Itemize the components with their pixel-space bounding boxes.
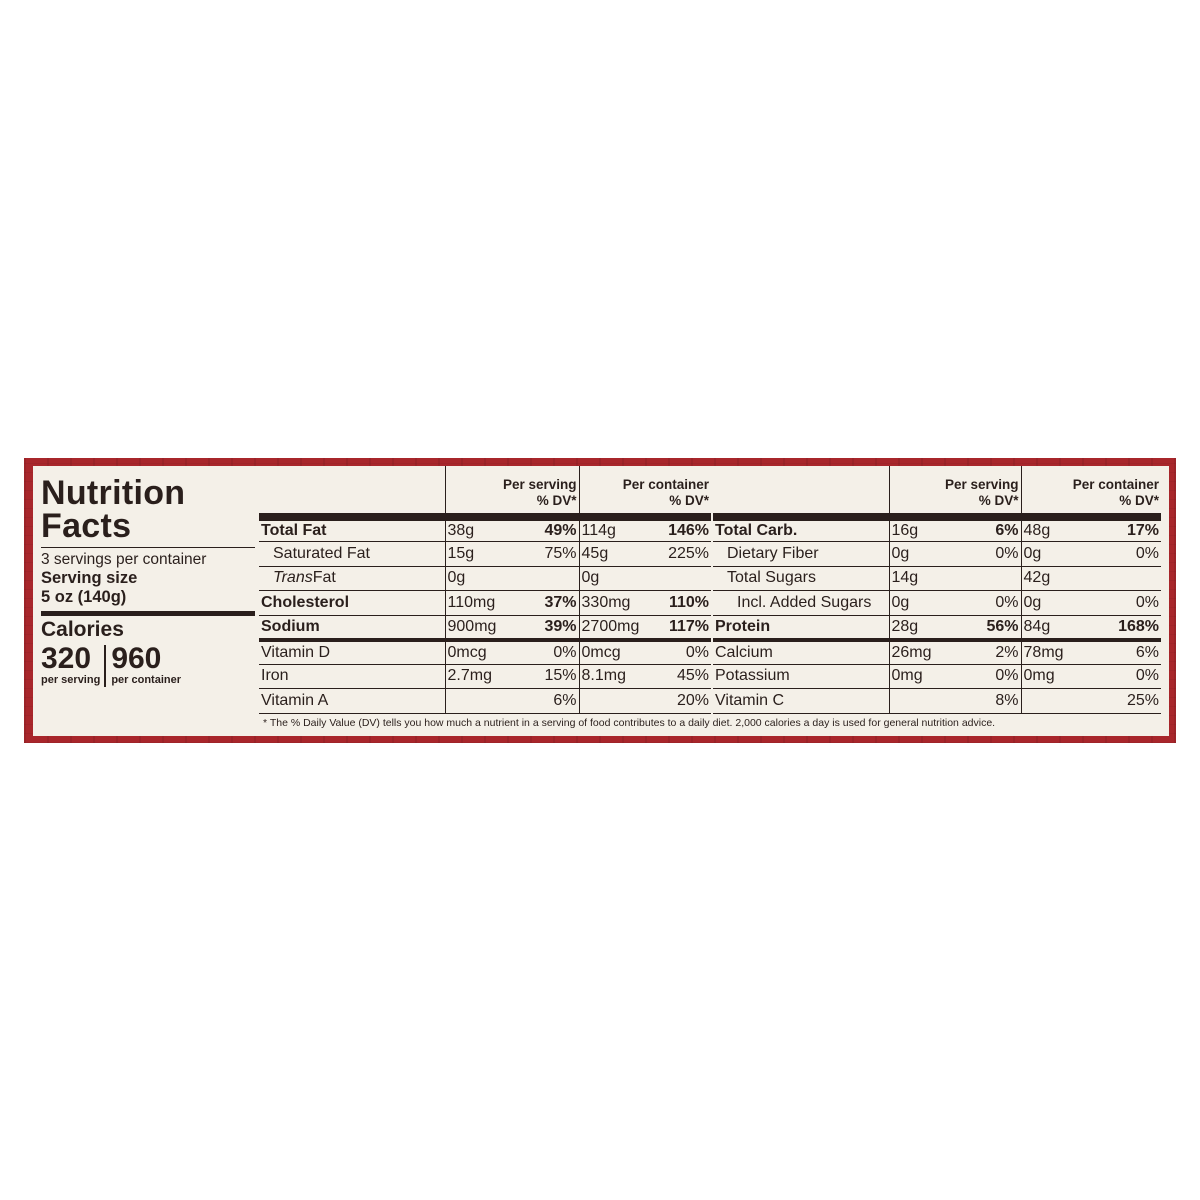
table-1-header xyxy=(259,466,711,517)
nutrient-name: Total Fat xyxy=(261,522,327,539)
servings-per-container: 3 servings per container xyxy=(41,547,255,569)
container-dv: 25% xyxy=(1126,691,1160,709)
container-dv: 117% xyxy=(668,617,710,635)
serving-dv xyxy=(513,566,579,591)
serving-dv: 0% xyxy=(995,593,1019,611)
serving-amount: 38g xyxy=(445,517,513,542)
container-amount: 45g xyxy=(579,542,651,567)
serving-dv: 0% xyxy=(995,667,1019,685)
calories-serving-block xyxy=(41,642,104,687)
nutrient-name: Incl. Added Sugars xyxy=(737,593,872,611)
nutrient-name: Total Sugars xyxy=(727,569,816,587)
table-row xyxy=(259,591,711,616)
per-serving-header xyxy=(445,466,579,517)
dv-header-text: % DV* xyxy=(1119,493,1160,508)
container-dv: 0% xyxy=(1135,544,1160,562)
serving-amount xyxy=(889,689,959,714)
nutrition-summary xyxy=(41,466,255,687)
container-amount: 8.1mg xyxy=(579,664,651,689)
per-serving-header xyxy=(889,466,1021,517)
nutrient-name: Vitamin A xyxy=(261,691,329,709)
serving-amount: 0g xyxy=(889,542,959,567)
calories-per-container: 960 xyxy=(111,642,162,675)
serving-size-value: 5 oz (140g) xyxy=(41,588,127,606)
nutrient-table-1 xyxy=(259,466,711,714)
per-container-header xyxy=(1021,466,1161,517)
table-row xyxy=(713,664,1161,689)
per-container-header-text: Per container xyxy=(1072,477,1160,492)
table-row xyxy=(259,640,711,665)
serving-amount: 28g xyxy=(889,615,959,640)
calories-label: Calories xyxy=(41,611,255,642)
container-dv: 6% xyxy=(1135,643,1160,661)
dv-header-text: % DV* xyxy=(978,493,1019,508)
nutrient-name-italic: Trans xyxy=(273,569,313,587)
serving-dv: 8% xyxy=(995,691,1019,709)
nutrient-name: Iron xyxy=(261,667,289,685)
container-amount: 0g xyxy=(1021,542,1095,567)
table-row xyxy=(713,566,1161,591)
serving-amount: 26mg xyxy=(889,640,959,665)
calories-container-block xyxy=(104,642,185,687)
container-amount: 0g xyxy=(1021,591,1095,616)
nutrient-name: Vitamin C xyxy=(715,691,785,709)
nutrient-name: Potassium xyxy=(715,667,790,685)
serving-dv: 56% xyxy=(986,617,1019,635)
table-row xyxy=(259,566,711,591)
per-serving-header-text: Per serving xyxy=(502,477,577,492)
table-row xyxy=(713,640,1161,665)
nutrient-table-2 xyxy=(713,466,1161,714)
container-amount: 0g xyxy=(579,566,651,591)
dv-header-text: % DV* xyxy=(669,493,710,508)
container-amount: 330mg xyxy=(579,591,651,616)
table-row xyxy=(713,517,1161,542)
per-container-header xyxy=(579,466,711,517)
serving-dv: 75% xyxy=(544,544,577,562)
nutrition-facts-title xyxy=(41,474,255,545)
table-row xyxy=(259,542,711,567)
calories-row xyxy=(41,642,255,687)
serving-amount: 0g xyxy=(889,591,959,616)
nutrient-name: Protein xyxy=(715,617,771,635)
serving-amount: 0mcg xyxy=(445,640,513,665)
container-amount: 2700mg xyxy=(579,615,651,640)
container-dv: 20% xyxy=(676,691,710,709)
container-dv: 45% xyxy=(676,667,710,685)
serving-size-label: Serving size xyxy=(41,569,138,587)
table-row xyxy=(259,689,711,714)
serving-dv: 6% xyxy=(553,691,577,709)
serving-dv: 37% xyxy=(544,593,577,611)
dv-header-text: % DV* xyxy=(536,493,577,508)
table-2-body xyxy=(713,517,1161,713)
per-container-header-text: Per container xyxy=(622,477,710,492)
table-row xyxy=(713,615,1161,640)
nutrient-name: Total Carb. xyxy=(715,522,798,539)
table-row xyxy=(259,615,711,640)
serving-amount: 2.7mg xyxy=(445,664,513,689)
nutrient-header-blank xyxy=(259,466,445,517)
container-amount: 84g xyxy=(1021,615,1095,640)
container-dv xyxy=(651,566,711,591)
per-container-label: per container xyxy=(111,674,181,686)
container-amount: 48g xyxy=(1021,517,1095,542)
per-serving-header-text: Per serving xyxy=(944,477,1019,492)
serving-amount xyxy=(445,689,513,714)
container-amount xyxy=(1021,689,1095,714)
serving-amount: 16g xyxy=(889,517,959,542)
daily-value-footnote: * The % Daily Value (DV) tells you how much a nutrient in a serving of food contributes to a daily diet. 2,000 calories a day is used for general nutrition advice. xyxy=(263,717,996,729)
nutrient-name: Sodium xyxy=(261,617,320,635)
container-amount: 114g xyxy=(579,517,651,542)
container-amount: 78mg xyxy=(1021,640,1095,665)
serving-amount: 110mg xyxy=(445,591,513,616)
table-row xyxy=(713,542,1161,567)
nutrient-name: Saturated Fat xyxy=(273,544,370,562)
nutrient-name-rest: Fat xyxy=(312,569,336,587)
nutrient-name xyxy=(259,566,445,591)
serving-amount: 0mg xyxy=(889,664,959,689)
per-serving-label: per serving xyxy=(41,674,101,686)
table-row xyxy=(713,591,1161,616)
serving-amount: 14g xyxy=(889,566,959,591)
serving-dv: 2% xyxy=(995,643,1019,661)
nutrient-name: Cholesterol xyxy=(261,593,350,611)
nutrient-name: Dietary Fiber xyxy=(727,544,819,562)
nutrition-facts-label xyxy=(33,466,1169,736)
title-line-2: Facts xyxy=(41,507,132,545)
container-dv xyxy=(1095,566,1161,591)
container-amount: 0mg xyxy=(1021,664,1095,689)
container-dv: 168% xyxy=(1118,617,1160,635)
table-2-header xyxy=(713,466,1161,517)
serving-amount: 0g xyxy=(445,566,513,591)
serving-dv: 49% xyxy=(544,522,577,539)
serving-dv: 0% xyxy=(553,643,577,661)
container-amount xyxy=(579,689,651,714)
nutrient-header-blank xyxy=(713,466,889,517)
serving-dv: 15% xyxy=(544,667,577,685)
serving-amount: 15g xyxy=(445,542,513,567)
container-dv: 17% xyxy=(1126,522,1160,539)
table-row xyxy=(259,517,711,542)
nutrient-name: Vitamin D xyxy=(261,643,331,661)
container-amount: 42g xyxy=(1021,566,1095,591)
serving-dv: 0% xyxy=(995,544,1019,562)
title-line-1: Nutrition xyxy=(41,474,186,512)
container-dv: 0% xyxy=(685,643,710,661)
table-row xyxy=(713,689,1161,714)
nutrient-name: Calcium xyxy=(715,643,773,661)
serving-dv xyxy=(959,566,1021,591)
serving-dv: 6% xyxy=(995,522,1019,539)
table-1-body xyxy=(259,517,711,713)
table-row xyxy=(259,664,711,689)
container-dv: 110% xyxy=(668,593,710,611)
container-dv: 0% xyxy=(1135,667,1160,685)
container-amount: 0mcg xyxy=(579,640,651,665)
container-dv: 225% xyxy=(668,544,710,562)
calories-per-serving: 320 xyxy=(41,642,92,675)
container-dv: 146% xyxy=(668,522,710,539)
serving-dv: 39% xyxy=(544,617,577,635)
serving-amount: 900mg xyxy=(445,615,513,640)
container-dv: 0% xyxy=(1135,593,1160,611)
